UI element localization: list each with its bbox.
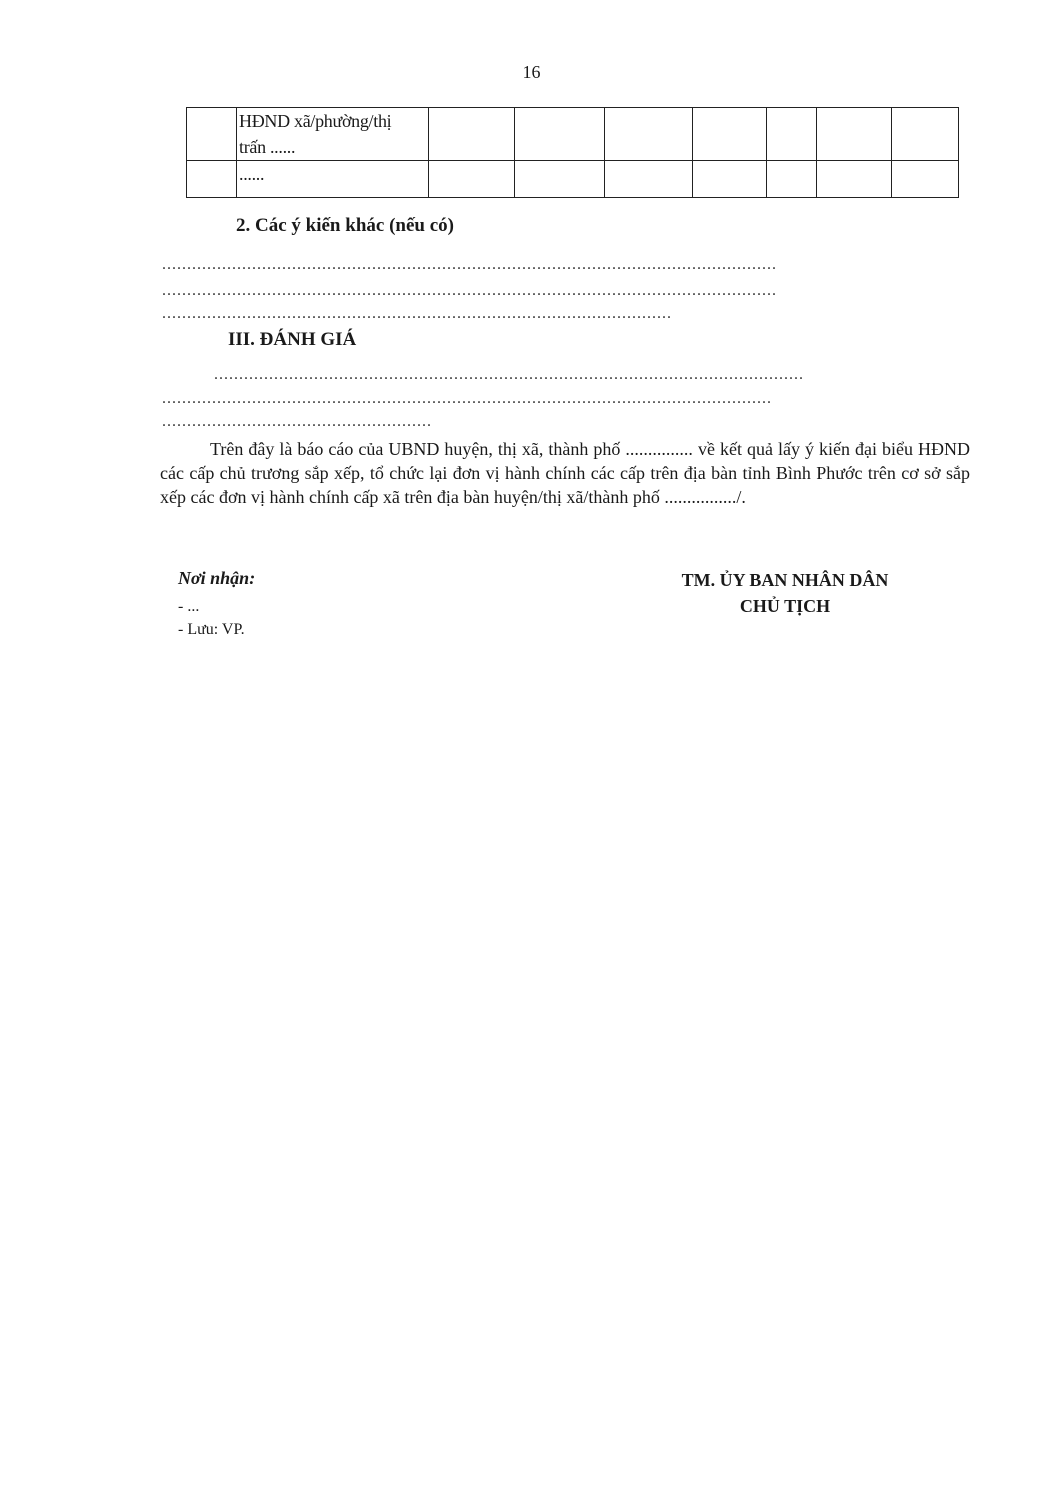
signature-title: TM. ỦY BAN NHÂN DÂN bbox=[681, 570, 889, 590]
table-cell bbox=[693, 108, 767, 161]
dotted-line: ...................................................... bbox=[162, 413, 432, 430]
table-cell bbox=[892, 161, 959, 198]
table-cell bbox=[515, 108, 605, 161]
recipient-item: - Lưu: VP. bbox=[178, 621, 245, 638]
dotted-line: ........................................................................................................................... bbox=[162, 282, 777, 299]
form-table bbox=[186, 107, 959, 198]
dotted-line: .......................................................................................................................... bbox=[162, 390, 772, 407]
table-row-label bbox=[237, 108, 429, 161]
table-cell bbox=[693, 161, 767, 198]
table-cell bbox=[605, 108, 693, 161]
recipient-item: - ... bbox=[178, 598, 200, 615]
table-cell bbox=[187, 108, 237, 161]
closing-paragraph-text: Trên đây là báo cáo của UBND huyện, thị xã, thành phố ............... về kết quả lấy ý kiến đại biểu HĐND các cấp chủ trương sắp xếp, tổ chức lại đơn vị hành chính các cấp trên địa bàn tỉnh Bình Phước trên cơ sở sắp xếp các đơn vị hành chính cấp xã trên địa bàn huyện/thị xã/thành phố ................/. bbox=[160, 439, 970, 507]
table-cell bbox=[767, 108, 817, 161]
table-cell bbox=[515, 161, 605, 198]
table-cell bbox=[429, 161, 515, 198]
row-label-line: trấn ...... bbox=[239, 137, 296, 157]
table-cell bbox=[817, 108, 892, 161]
page-number: 16 bbox=[522, 62, 541, 82]
signature-position: CHỦ TỊCH bbox=[739, 596, 831, 616]
table-cell bbox=[817, 161, 892, 198]
dotted-line: ........................................................................................................................... bbox=[162, 256, 777, 273]
table-cell bbox=[892, 108, 959, 161]
dotted-line: ...................................................................................................................... bbox=[214, 366, 804, 383]
table-row-label: ...... bbox=[237, 161, 429, 198]
section-2-heading: 2. Các ý kiến khác (nếu có) bbox=[236, 215, 454, 236]
row-label-line: HĐND xã/phường/thị bbox=[239, 111, 392, 131]
table-cell bbox=[187, 161, 237, 198]
table-cell bbox=[605, 161, 693, 198]
table-row bbox=[187, 161, 959, 198]
dotted-line: ...................................................................................................... bbox=[162, 305, 672, 322]
closing-paragraph bbox=[160, 437, 970, 509]
table-cell bbox=[767, 161, 817, 198]
recipients-title: Nơi nhận: bbox=[178, 568, 256, 588]
table-row bbox=[187, 108, 959, 161]
section-3-heading: III. ĐÁNH GIÁ bbox=[228, 329, 357, 350]
table-cell bbox=[429, 108, 515, 161]
